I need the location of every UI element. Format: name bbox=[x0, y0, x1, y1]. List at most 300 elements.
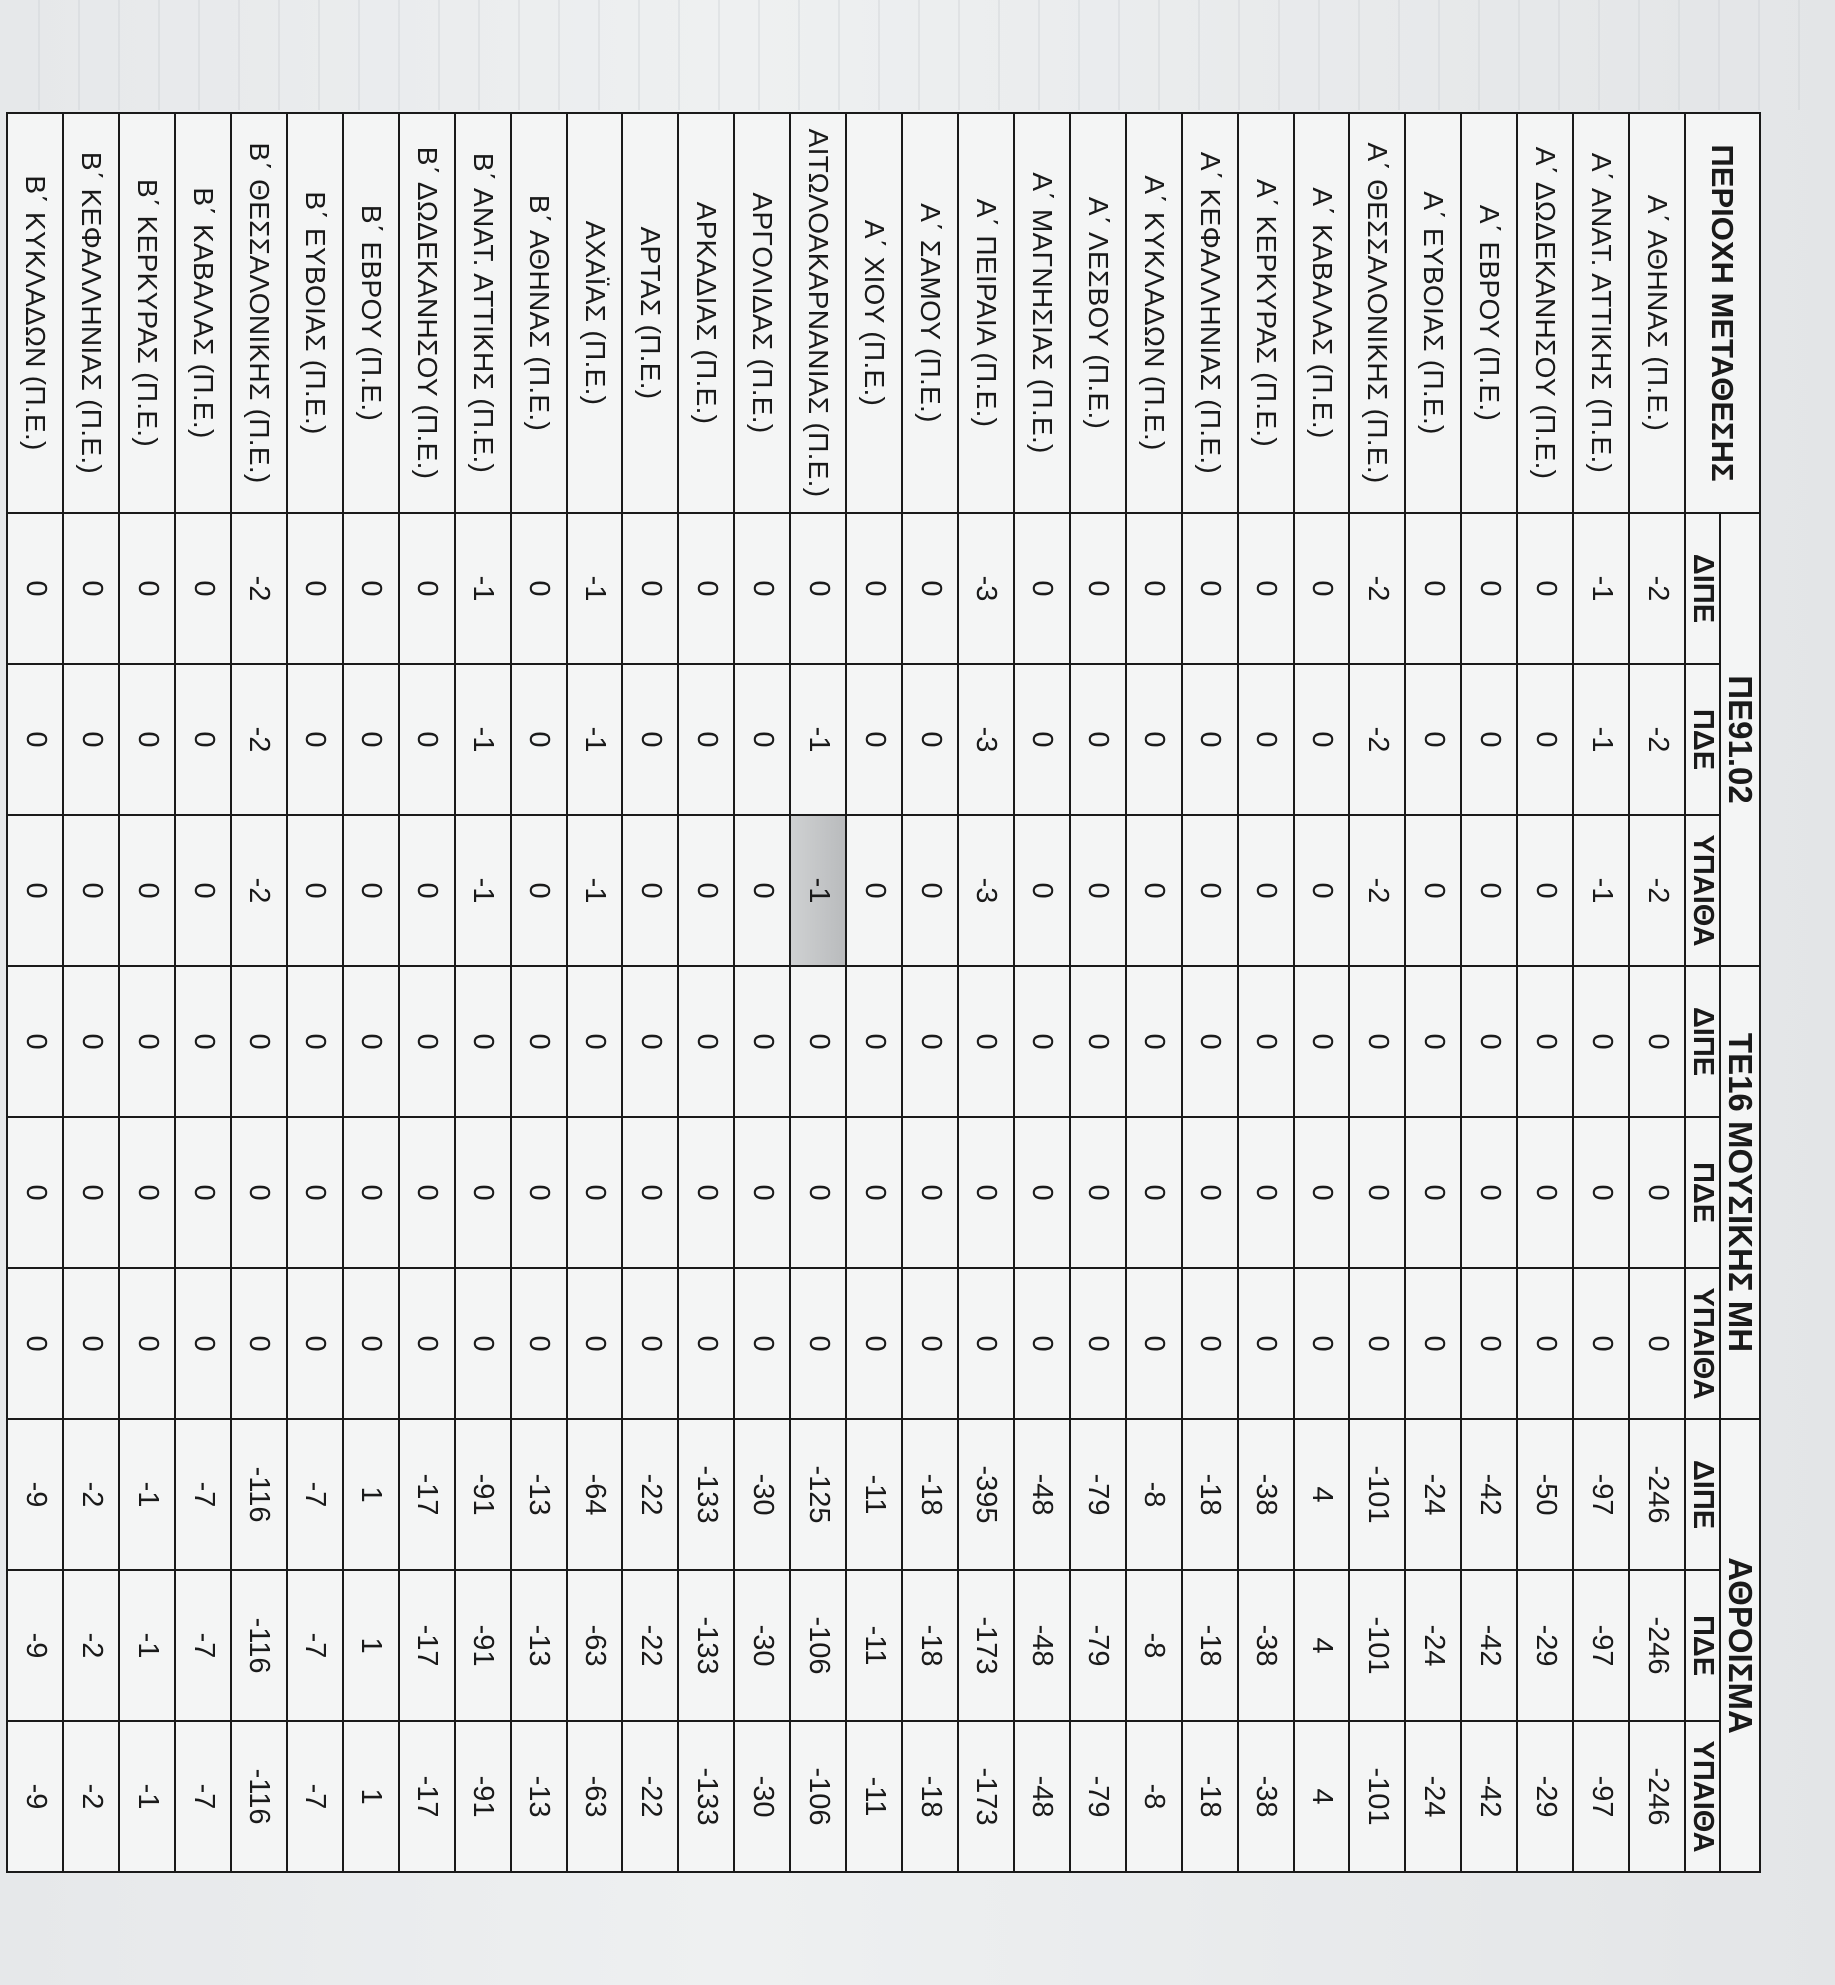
value-cell: 0 bbox=[1573, 1268, 1629, 1419]
value-cell: 0 bbox=[734, 1268, 790, 1419]
value-cell: -246 bbox=[1629, 1419, 1685, 1570]
value-cell: 0 bbox=[175, 815, 231, 966]
value-cell: -29 bbox=[1517, 1721, 1573, 1872]
value-cell: 4 bbox=[1294, 1419, 1350, 1570]
value-cell: -2 bbox=[63, 1419, 119, 1570]
value-cell: 0 bbox=[1461, 1117, 1517, 1268]
value-cell: -7 bbox=[287, 1419, 343, 1570]
value-cell: 0 bbox=[790, 513, 846, 664]
region-cell: Α΄ ΣΑΜΟΥ (Π.Ε.) bbox=[902, 113, 958, 513]
value-cell: 0 bbox=[622, 1268, 678, 1419]
value-cell: -18 bbox=[1182, 1721, 1238, 1872]
value-cell: 0 bbox=[567, 1117, 623, 1268]
value-cell: 1 bbox=[343, 1570, 399, 1721]
table-row bbox=[399, 113, 455, 1872]
value-cell: -2 bbox=[1349, 815, 1405, 966]
value-cell: -97 bbox=[1573, 1721, 1629, 1872]
value-cell: -13 bbox=[511, 1419, 567, 1570]
value-cell: 0 bbox=[1405, 1268, 1461, 1419]
region-cell: Α΄ ΘΕΣΣΑΛΟΝΙΚΗΣ (Π.Ε.) bbox=[1349, 113, 1405, 513]
table-row bbox=[1238, 113, 1294, 1872]
value-cell: -18 bbox=[902, 1721, 958, 1872]
value-cell: 0 bbox=[63, 966, 119, 1117]
region-cell: Β΄ ΕΒΡΟΥ (Π.Ε.) bbox=[343, 113, 399, 513]
value-cell: -38 bbox=[1238, 1570, 1294, 1721]
value-cell: -2 bbox=[1629, 664, 1685, 815]
transfer-table bbox=[6, 112, 1761, 1873]
value-cell: 0 bbox=[455, 1117, 511, 1268]
value-cell: 0 bbox=[119, 966, 175, 1117]
value-cell: 0 bbox=[1014, 1117, 1070, 1268]
value-cell: -24 bbox=[1405, 1721, 1461, 1872]
value-cell: 0 bbox=[902, 1117, 958, 1268]
region-cell: ΑΡΚΑΔΙΑΣ (Π.Ε.) bbox=[678, 113, 734, 513]
value-cell: 0 bbox=[1182, 966, 1238, 1117]
value-cell: 0 bbox=[1238, 664, 1294, 815]
table-row bbox=[231, 113, 287, 1872]
value-cell: 0 bbox=[958, 1268, 1014, 1419]
value-cell: -3 bbox=[958, 664, 1014, 815]
value-cell: -106 bbox=[790, 1570, 846, 1721]
value-cell: 4 bbox=[1294, 1721, 1350, 1872]
value-cell: -1 bbox=[567, 513, 623, 664]
value-cell: 0 bbox=[1182, 664, 1238, 815]
value-cell: 0 bbox=[1238, 1268, 1294, 1419]
value-cell: 0 bbox=[7, 1268, 63, 1419]
value-cell: -11 bbox=[846, 1570, 902, 1721]
value-cell: 0 bbox=[1294, 1117, 1350, 1268]
value-cell: 0 bbox=[1014, 1268, 1070, 1419]
value-cell: 0 bbox=[958, 966, 1014, 1117]
value-cell: -38 bbox=[1238, 1721, 1294, 1872]
value-cell: -48 bbox=[1014, 1570, 1070, 1721]
value-cell: -18 bbox=[1182, 1570, 1238, 1721]
region-column-header: ΠΕΡΙΟΧΗ ΜΕΤΑΘΕΣΗΣ bbox=[1685, 113, 1760, 513]
value-cell: -246 bbox=[1629, 1570, 1685, 1721]
value-cell: -30 bbox=[734, 1721, 790, 1872]
value-cell: -18 bbox=[902, 1419, 958, 1570]
value-cell: 0 bbox=[790, 966, 846, 1117]
value-cell: -18 bbox=[902, 1570, 958, 1721]
value-cell: 0 bbox=[231, 1117, 287, 1268]
table-row bbox=[1461, 113, 1517, 1872]
value-cell: 0 bbox=[734, 966, 790, 1117]
value-cell: 0 bbox=[622, 815, 678, 966]
value-cell: -63 bbox=[567, 1721, 623, 1872]
value-cell: 0 bbox=[1517, 664, 1573, 815]
value-cell: -2 bbox=[1629, 815, 1685, 966]
value-cell: 0 bbox=[846, 664, 902, 815]
value-cell: 0 bbox=[1461, 1268, 1517, 1419]
table-row bbox=[1294, 113, 1350, 1872]
table-row bbox=[790, 113, 846, 1872]
value-cell: -1 bbox=[1573, 664, 1629, 815]
region-cell: Β΄ ΔΩΔΕΚΑΝΗΣΟΥ (Π.Ε.) bbox=[399, 113, 455, 513]
region-cell: Β΄ ΑΝΑΤ. ΑΤΤΙΚΗΣ (Π.Ε.) bbox=[455, 113, 511, 513]
background-grid-paper bbox=[0, 0, 1835, 110]
value-cell: 0 bbox=[1238, 513, 1294, 664]
value-cell: -133 bbox=[678, 1570, 734, 1721]
value-cell: -17 bbox=[399, 1419, 455, 1570]
value-cell: -1 bbox=[567, 664, 623, 815]
value-cell: 0 bbox=[1126, 815, 1182, 966]
value-cell: 0 bbox=[1629, 966, 1685, 1117]
value-cell: 0 bbox=[734, 815, 790, 966]
value-cell: 0 bbox=[1461, 815, 1517, 966]
value-cell: -48 bbox=[1014, 1419, 1070, 1570]
region-cell: Α΄ ΠΕΙΡΑΙΑ (Π.Ε.) bbox=[958, 113, 1014, 513]
value-cell: -91 bbox=[455, 1570, 511, 1721]
table-row bbox=[1405, 113, 1461, 1872]
value-cell: -2 bbox=[63, 1570, 119, 1721]
region-cell: Α΄ ΚΕΦΑΛΛΗΝΙΑΣ (Π.Ε.) bbox=[1182, 113, 1238, 513]
value-cell: 0 bbox=[119, 1117, 175, 1268]
value-cell: -101 bbox=[1349, 1419, 1405, 1570]
table-row bbox=[1629, 113, 1685, 1872]
value-cell: 0 bbox=[567, 1268, 623, 1419]
value-cell: -246 bbox=[1629, 1721, 1685, 1872]
value-cell: 0 bbox=[343, 513, 399, 664]
sub-header: ΠΔΕ bbox=[1685, 1117, 1720, 1268]
value-cell: 0 bbox=[846, 815, 902, 966]
value-cell: 0 bbox=[1517, 966, 1573, 1117]
value-cell: -173 bbox=[958, 1721, 1014, 1872]
value-cell: -125 bbox=[790, 1419, 846, 1570]
value-cell: -1 bbox=[1573, 815, 1629, 966]
value-cell: -7 bbox=[287, 1570, 343, 1721]
value-cell: 0 bbox=[119, 1268, 175, 1419]
table-row bbox=[622, 113, 678, 1872]
region-cell: Α΄ ΔΩΔΕΚΑΝΗΣΟΥ (Π.Ε.) bbox=[1517, 113, 1573, 513]
value-cell: 1 bbox=[343, 1721, 399, 1872]
value-cell: -1 bbox=[790, 664, 846, 815]
value-cell: 0 bbox=[1238, 966, 1294, 1117]
table-row bbox=[846, 113, 902, 1872]
value-cell: 0 bbox=[734, 513, 790, 664]
value-cell: 0 bbox=[343, 815, 399, 966]
value-cell: 0 bbox=[678, 1268, 734, 1419]
region-cell: ΑΡΓΟΛΙΔΑΣ (Π.Ε.) bbox=[734, 113, 790, 513]
value-cell: -173 bbox=[958, 1570, 1014, 1721]
value-cell: 0 bbox=[1238, 815, 1294, 966]
table-row bbox=[343, 113, 399, 1872]
value-cell: -9 bbox=[7, 1570, 63, 1721]
value-cell: 0 bbox=[1517, 815, 1573, 966]
table-row bbox=[902, 113, 958, 1872]
table-row bbox=[175, 113, 231, 1872]
table-row bbox=[1349, 113, 1405, 1872]
value-cell: 0 bbox=[343, 664, 399, 815]
region-cell: Β΄ ΘΕΣΣΑΛΟΝΙΚΗΣ (Π.Ε.) bbox=[231, 113, 287, 513]
value-cell: -17 bbox=[399, 1721, 455, 1872]
value-cell: 0 bbox=[175, 664, 231, 815]
value-cell: 0 bbox=[1126, 1117, 1182, 1268]
value-cell: 0 bbox=[1238, 1117, 1294, 1268]
table-row bbox=[119, 113, 175, 1872]
value-cell: -79 bbox=[1070, 1419, 1126, 1570]
document-sheet bbox=[6, 112, 1761, 1872]
value-cell: 0 bbox=[287, 966, 343, 1117]
value-cell: 0 bbox=[63, 815, 119, 966]
region-cell: Α΄ ΜΑΓΝΗΣΙΑΣ (Π.Ε.) bbox=[1014, 113, 1070, 513]
value-cell: 0 bbox=[622, 1117, 678, 1268]
value-cell: 0 bbox=[1014, 664, 1070, 815]
value-cell: -1 bbox=[119, 1721, 175, 1872]
value-cell: 0 bbox=[343, 1117, 399, 1268]
value-cell: 0 bbox=[1461, 513, 1517, 664]
value-cell: 0 bbox=[1349, 966, 1405, 1117]
value-cell: 0 bbox=[7, 815, 63, 966]
value-cell: 0 bbox=[399, 1268, 455, 1419]
value-cell: 0 bbox=[567, 966, 623, 1117]
region-cell: ΑΧΑΪΑΣ (Π.Ε.) bbox=[567, 113, 623, 513]
value-cell: 0 bbox=[902, 513, 958, 664]
region-cell: Α΄ ΑΝΑΤ. ΑΤΤΙΚΗΣ (Π.Ε.) bbox=[1573, 113, 1629, 513]
value-cell: -50 bbox=[1517, 1419, 1573, 1570]
sub-header: ΥΠΑΙΘΑ bbox=[1685, 1721, 1720, 1872]
value-cell: -11 bbox=[846, 1419, 902, 1570]
value-cell: 0 bbox=[1182, 1268, 1238, 1419]
value-cell: 0 bbox=[1014, 966, 1070, 1117]
value-cell: 0 bbox=[1294, 815, 1350, 966]
value-cell: 0 bbox=[7, 1117, 63, 1268]
value-cell: 0 bbox=[958, 1117, 1014, 1268]
value-cell: 0 bbox=[734, 1117, 790, 1268]
value-cell: 0 bbox=[902, 815, 958, 966]
value-cell: 0 bbox=[7, 664, 63, 815]
table-row bbox=[567, 113, 623, 1872]
region-cell: Α΄ ΚΕΡΚΥΡΑΣ (Π.Ε.) bbox=[1238, 113, 1294, 513]
value-cell: -116 bbox=[231, 1419, 287, 1570]
region-cell: Α΄ ΛΕΣΒΟΥ (Π.Ε.) bbox=[1070, 113, 1126, 513]
table-row bbox=[287, 113, 343, 1872]
value-cell: -1 bbox=[790, 815, 846, 966]
value-cell: 0 bbox=[1294, 664, 1350, 815]
value-cell: -42 bbox=[1461, 1570, 1517, 1721]
value-cell: 0 bbox=[678, 1117, 734, 1268]
value-cell: -9 bbox=[7, 1419, 63, 1570]
value-cell: 0 bbox=[1070, 664, 1126, 815]
value-cell: -7 bbox=[175, 1570, 231, 1721]
value-cell: 0 bbox=[287, 1268, 343, 1419]
value-cell: -22 bbox=[622, 1570, 678, 1721]
value-cell: 0 bbox=[343, 1268, 399, 1419]
value-cell: -2 bbox=[231, 513, 287, 664]
table-row bbox=[1573, 113, 1629, 1872]
value-cell: 0 bbox=[399, 815, 455, 966]
value-cell: -13 bbox=[511, 1721, 567, 1872]
value-cell: 0 bbox=[287, 1117, 343, 1268]
value-cell: 0 bbox=[119, 513, 175, 664]
value-cell: -1 bbox=[567, 815, 623, 966]
value-cell: 0 bbox=[846, 513, 902, 664]
value-cell: -30 bbox=[734, 1570, 790, 1721]
sub-header: ΥΠΑΙΘΑ bbox=[1685, 1268, 1720, 1419]
value-cell: 0 bbox=[1126, 513, 1182, 664]
region-cell: Α΄ ΚΥΚΛΑΔΩΝ (Π.Ε.) bbox=[1126, 113, 1182, 513]
value-cell: 0 bbox=[1070, 1117, 1126, 1268]
value-cell: -29 bbox=[1517, 1570, 1573, 1721]
table-row bbox=[511, 113, 567, 1872]
value-cell: 0 bbox=[511, 1117, 567, 1268]
value-cell: -116 bbox=[231, 1721, 287, 1872]
value-cell: 0 bbox=[1461, 664, 1517, 815]
value-cell: 0 bbox=[902, 966, 958, 1117]
value-cell: 0 bbox=[287, 664, 343, 815]
value-cell: 0 bbox=[511, 966, 567, 1117]
value-cell: 0 bbox=[678, 966, 734, 1117]
region-cell: Β΄ ΚΥΚΛΑΔΩΝ (Π.Ε.) bbox=[7, 113, 63, 513]
value-cell: 0 bbox=[1461, 966, 1517, 1117]
value-cell: 0 bbox=[63, 1117, 119, 1268]
value-cell: -2 bbox=[1629, 513, 1685, 664]
table-row bbox=[7, 113, 63, 1872]
table-row bbox=[1070, 113, 1126, 1872]
value-cell: -133 bbox=[678, 1419, 734, 1570]
value-cell: -2 bbox=[63, 1721, 119, 1872]
value-cell: -133 bbox=[678, 1721, 734, 1872]
value-cell: 0 bbox=[1517, 1268, 1573, 1419]
table-row bbox=[1126, 113, 1182, 1872]
value-cell: 0 bbox=[1629, 1117, 1685, 1268]
value-cell: 0 bbox=[1182, 815, 1238, 966]
region-cell: Α΄ ΕΒΡΟΥ (Π.Ε.) bbox=[1461, 113, 1517, 513]
value-cell: 0 bbox=[175, 513, 231, 664]
value-cell: 0 bbox=[1405, 966, 1461, 1117]
value-cell: 0 bbox=[1294, 1268, 1350, 1419]
region-cell: Β΄ ΕΥΒΟΙΑΣ (Π.Ε.) bbox=[287, 113, 343, 513]
value-cell: -64 bbox=[567, 1419, 623, 1570]
value-cell: -42 bbox=[1461, 1419, 1517, 1570]
value-cell: 0 bbox=[63, 513, 119, 664]
value-cell: -79 bbox=[1070, 1721, 1126, 1872]
region-cell: Β΄ ΚΕΡΚΥΡΑΣ (Π.Ε.) bbox=[119, 113, 175, 513]
value-cell: -1 bbox=[119, 1570, 175, 1721]
value-cell: 0 bbox=[1014, 513, 1070, 664]
value-cell: 0 bbox=[1405, 815, 1461, 966]
value-cell: 0 bbox=[119, 664, 175, 815]
value-cell: 0 bbox=[511, 513, 567, 664]
value-cell: 0 bbox=[231, 1268, 287, 1419]
group-header-row bbox=[1720, 113, 1760, 1872]
value-cell: -18 bbox=[1182, 1419, 1238, 1570]
value-cell: 0 bbox=[1405, 664, 1461, 815]
value-cell: -13 bbox=[511, 1570, 567, 1721]
value-cell: -1 bbox=[119, 1419, 175, 1570]
sub-header: ΠΔΕ bbox=[1685, 1570, 1720, 1721]
value-cell: 0 bbox=[119, 815, 175, 966]
value-cell: 0 bbox=[678, 664, 734, 815]
value-cell: -79 bbox=[1070, 1570, 1126, 1721]
value-cell: -9 bbox=[7, 1721, 63, 1872]
value-cell: 0 bbox=[63, 664, 119, 815]
group-header-pe91: ΠΕ91.02 bbox=[1720, 513, 1760, 966]
value-cell: 1 bbox=[343, 1419, 399, 1570]
value-cell: 0 bbox=[1014, 815, 1070, 966]
value-cell: 0 bbox=[287, 815, 343, 966]
value-cell: -1 bbox=[455, 815, 511, 966]
sub-header: ΥΠΑΙΘΑ bbox=[1685, 815, 1720, 966]
value-cell: 0 bbox=[734, 664, 790, 815]
region-cell: Α΄ ΧΙΟΥ (Π.Ε.) bbox=[846, 113, 902, 513]
value-cell: -2 bbox=[1349, 513, 1405, 664]
value-cell: -97 bbox=[1573, 1419, 1629, 1570]
table-row bbox=[1517, 113, 1573, 1872]
value-cell: -24 bbox=[1405, 1419, 1461, 1570]
value-cell: -22 bbox=[622, 1419, 678, 1570]
value-cell: -101 bbox=[1349, 1570, 1405, 1721]
sub-header: ΔΙΠΕ bbox=[1685, 513, 1720, 664]
value-cell: 0 bbox=[399, 513, 455, 664]
value-cell: 0 bbox=[678, 513, 734, 664]
value-cell: 0 bbox=[1294, 513, 1350, 664]
value-cell: 0 bbox=[622, 664, 678, 815]
value-cell: 0 bbox=[1070, 513, 1126, 664]
value-cell: 0 bbox=[1294, 966, 1350, 1117]
value-cell: 0 bbox=[1349, 1117, 1405, 1268]
value-cell: 4 bbox=[1294, 1570, 1350, 1721]
value-cell: 0 bbox=[1070, 966, 1126, 1117]
value-cell: -2 bbox=[231, 815, 287, 966]
table-row bbox=[734, 113, 790, 1872]
value-cell: 0 bbox=[511, 664, 567, 815]
region-cell: Β΄ ΚΑΒΑΛΑΣ (Π.Ε.) bbox=[175, 113, 231, 513]
value-cell: -38 bbox=[1238, 1419, 1294, 1570]
value-cell: 0 bbox=[678, 815, 734, 966]
value-cell: 0 bbox=[1070, 1268, 1126, 1419]
sub-header: ΔΙΠΕ bbox=[1685, 1419, 1720, 1570]
value-cell: 0 bbox=[902, 1268, 958, 1419]
value-cell: -1 bbox=[1573, 513, 1629, 664]
value-cell: -8 bbox=[1126, 1419, 1182, 1570]
value-cell: -48 bbox=[1014, 1721, 1070, 1872]
value-cell: 0 bbox=[7, 513, 63, 664]
value-cell: 0 bbox=[1126, 1268, 1182, 1419]
group-header-te16: ΤΕ16 ΜΟΥΣΙΚΗΣ ΜΗ bbox=[1720, 966, 1760, 1419]
value-cell: -2 bbox=[231, 664, 287, 815]
value-cell: 0 bbox=[1349, 1268, 1405, 1419]
value-cell: -63 bbox=[567, 1570, 623, 1721]
value-cell: 0 bbox=[846, 1268, 902, 1419]
region-cell: Β΄ ΑΘΗΝΑΣ (Π.Ε.) bbox=[511, 113, 567, 513]
value-cell: 0 bbox=[1182, 513, 1238, 664]
table-row bbox=[678, 113, 734, 1872]
value-cell: 0 bbox=[175, 966, 231, 1117]
value-cell: 0 bbox=[846, 1117, 902, 1268]
value-cell: 0 bbox=[1182, 1117, 1238, 1268]
value-cell: -101 bbox=[1349, 1721, 1405, 1872]
value-cell: 0 bbox=[399, 966, 455, 1117]
value-cell: 0 bbox=[622, 513, 678, 664]
value-cell: -2 bbox=[1349, 664, 1405, 815]
region-cell: Α΄ ΚΑΒΑΛΑΣ (Π.Ε.) bbox=[1294, 113, 1350, 513]
value-cell: 0 bbox=[511, 1268, 567, 1419]
value-cell: -7 bbox=[175, 1721, 231, 1872]
value-cell: -8 bbox=[1126, 1721, 1182, 1872]
value-cell: -17 bbox=[399, 1570, 455, 1721]
value-cell: 0 bbox=[1405, 1117, 1461, 1268]
group-header-total: ΑΘΡΟΙΣΜΑ bbox=[1720, 1419, 1760, 1872]
value-cell: 0 bbox=[1629, 1268, 1685, 1419]
value-cell: 0 bbox=[1070, 815, 1126, 966]
region-cell: ΑΙΤΩΛΟΑΚΑΡΝΑΝΙΑΣ (Π.Ε.) bbox=[790, 113, 846, 513]
value-cell: 0 bbox=[1573, 966, 1629, 1117]
table-row bbox=[455, 113, 511, 1872]
value-cell: -395 bbox=[958, 1419, 1014, 1570]
value-cell: 0 bbox=[63, 1268, 119, 1419]
value-cell: -91 bbox=[455, 1721, 511, 1872]
value-cell: 0 bbox=[790, 1268, 846, 1419]
